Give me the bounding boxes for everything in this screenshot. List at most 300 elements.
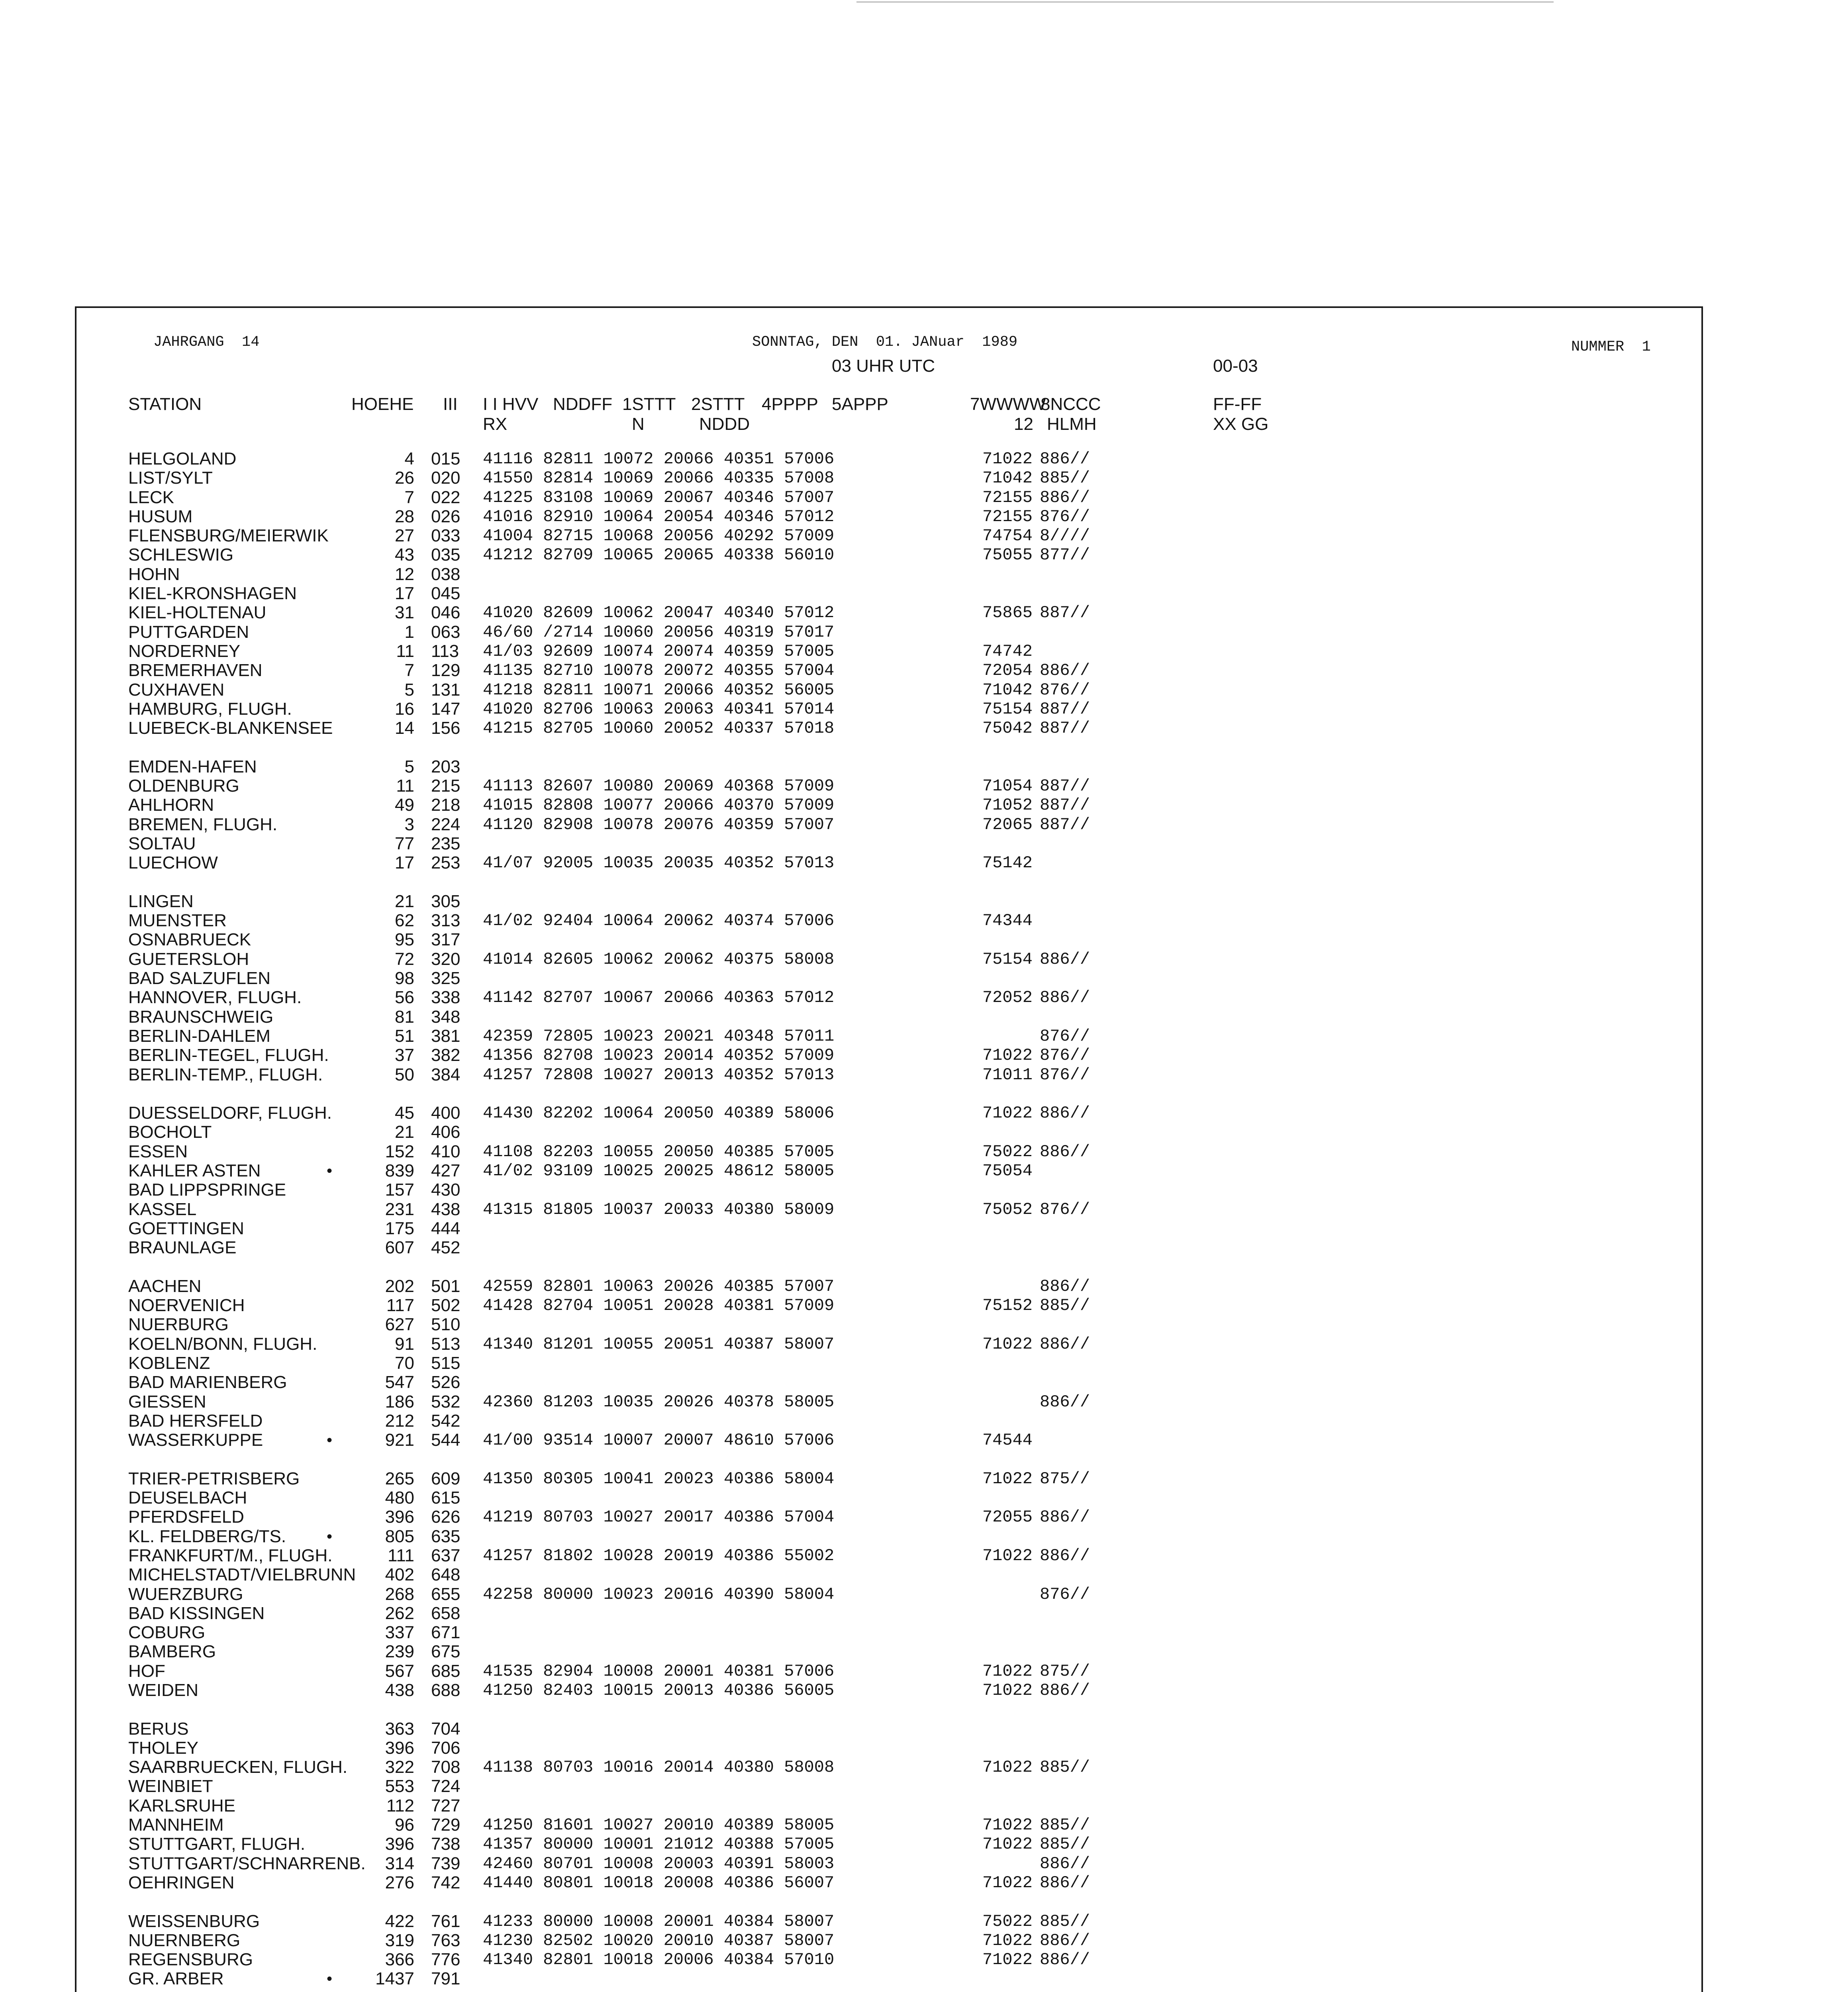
cloud-group: 885// bbox=[1040, 1296, 1090, 1316]
station-name: KAHLER ASTEN bbox=[128, 1161, 261, 1180]
cloud-group: 876// bbox=[1040, 1046, 1090, 1065]
cloud-group: 886// bbox=[1040, 1142, 1090, 1161]
mountain-station-marker: • bbox=[327, 1970, 333, 1988]
table-row bbox=[0, 1161, 1848, 1180]
station-id: 706 bbox=[431, 1738, 461, 1758]
synop-groups: 41535 82904 10008 20001 40381 57006 bbox=[483, 1661, 835, 1681]
station-name: KIEL-KRONSHAGEN bbox=[128, 584, 297, 604]
cloud-group: 885// bbox=[1040, 469, 1090, 488]
table-row bbox=[0, 1623, 1848, 1642]
table-row bbox=[0, 584, 1848, 603]
station-height: 337 bbox=[385, 1623, 414, 1643]
cloud-group: 886// bbox=[1040, 1508, 1090, 1527]
station-name: HANNOVER, FLUGH. bbox=[128, 988, 302, 1008]
table-row bbox=[0, 911, 1848, 930]
synop-groups: 41356 82708 10023 20014 40352 57009 bbox=[483, 1046, 835, 1065]
station-id: 685 bbox=[431, 1661, 461, 1681]
station-height: 186 bbox=[385, 1392, 414, 1412]
station-height: 268 bbox=[385, 1584, 414, 1604]
cloud-group: 885// bbox=[1040, 1758, 1090, 1777]
station-height: 28 bbox=[395, 506, 414, 526]
station-name: NUERNBERG bbox=[128, 1930, 241, 1950]
station-height: 402 bbox=[385, 1565, 414, 1585]
station-id: 235 bbox=[431, 833, 461, 853]
cloud-group: 886// bbox=[1040, 1334, 1090, 1354]
weather-group: 75142 bbox=[982, 853, 1033, 873]
synop-groups: 41250 81601 10027 20010 40389 58005 bbox=[483, 1816, 835, 1835]
station-id: 609 bbox=[431, 1469, 461, 1488]
station-id: 655 bbox=[431, 1584, 461, 1604]
weather-group: 75054 bbox=[982, 1161, 1033, 1180]
station-name: OSNABRUECK bbox=[128, 930, 251, 950]
station-height: 839 bbox=[385, 1161, 414, 1180]
weather-group: 71022 bbox=[982, 1931, 1033, 1950]
station-id: 218 bbox=[431, 795, 461, 815]
weather-group: 75042 bbox=[982, 719, 1033, 738]
station-height: 805 bbox=[385, 1526, 414, 1546]
station-name: HELGOLAND bbox=[128, 449, 237, 469]
synop-groups: 41340 81201 10055 20051 40387 58007 bbox=[483, 1334, 835, 1354]
station-height: 547 bbox=[385, 1372, 414, 1392]
station-height: 152 bbox=[385, 1141, 414, 1161]
cloud-group: 886// bbox=[1040, 988, 1090, 1008]
station-name: FRANKFURT/M., FLUGH. bbox=[128, 1545, 333, 1565]
weather-group: 75152 bbox=[982, 1296, 1033, 1316]
station-height: 21 bbox=[395, 891, 414, 911]
weather-group: 71022 bbox=[982, 1334, 1033, 1354]
report-number: NUMMER 1 bbox=[1571, 339, 1651, 355]
mountain-station-marker: • bbox=[327, 1162, 333, 1180]
synop-groups: 41225 83108 10069 20067 40346 57007 bbox=[483, 488, 835, 507]
station-height: 438 bbox=[385, 1680, 414, 1700]
synop-groups: 41/02 92404 10064 20062 40374 57006 bbox=[483, 911, 835, 931]
weather-group: 72155 bbox=[982, 507, 1033, 526]
table-row bbox=[0, 1431, 1848, 1450]
station-id: 438 bbox=[431, 1199, 461, 1219]
synop-groups: 42559 82801 10063 20026 40385 57007 bbox=[483, 1276, 835, 1296]
cloud-group: 886// bbox=[1040, 1104, 1090, 1123]
station-id: 452 bbox=[431, 1238, 461, 1258]
station-name: HAMBURG, FLUGH. bbox=[128, 699, 292, 719]
cloud-group: 886// bbox=[1040, 949, 1090, 969]
station-name: KASSEL bbox=[128, 1199, 197, 1219]
station-id: 430 bbox=[431, 1180, 461, 1200]
station-id: 381 bbox=[431, 1026, 461, 1046]
weather-group: 72065 bbox=[982, 815, 1033, 834]
cloud-group: 887// bbox=[1040, 603, 1090, 623]
station-height: 5 bbox=[404, 757, 414, 776]
col-ffff-sub: XX GG bbox=[1213, 414, 1269, 434]
station-id: 384 bbox=[431, 1065, 461, 1084]
station-height: 112 bbox=[386, 1796, 414, 1816]
weather-group: 71022 bbox=[982, 1546, 1033, 1565]
station-height: 567 bbox=[385, 1661, 414, 1681]
synop-groups: 41116 82811 10072 20066 40351 57006 bbox=[483, 449, 835, 469]
table-row bbox=[0, 1027, 1848, 1046]
table-row bbox=[0, 988, 1848, 1007]
col-8nccc: 8NCCC bbox=[1041, 394, 1101, 414]
weather-group: 71022 bbox=[982, 1873, 1033, 1892]
station-name: STUTTGART, FLUGH. bbox=[128, 1834, 306, 1854]
synop-groups: 41440 80801 10018 20008 40386 56007 bbox=[483, 1873, 835, 1892]
table-row bbox=[0, 1912, 1848, 1931]
station-name: BAD LIPPSPRINGE bbox=[128, 1180, 286, 1200]
col-5appp: 5APPP bbox=[832, 394, 888, 414]
cloud-group: 887// bbox=[1040, 719, 1090, 738]
station-height: 157 bbox=[385, 1180, 414, 1200]
station-id: 648 bbox=[431, 1565, 461, 1585]
cloud-group: 886// bbox=[1040, 1854, 1090, 1873]
table-row bbox=[0, 680, 1848, 700]
synop-groups: 41020 82609 10062 20047 40340 57012 bbox=[483, 603, 835, 623]
table-row bbox=[0, 1854, 1848, 1873]
weather-group: 72054 bbox=[982, 661, 1033, 680]
col-iii: III bbox=[443, 394, 458, 414]
synop-groups: 41113 82607 10080 20069 40368 57009 bbox=[483, 776, 835, 796]
station-height: 11 bbox=[396, 776, 414, 796]
table-row bbox=[0, 1123, 1848, 1142]
station-height: 117 bbox=[386, 1296, 414, 1316]
table-row bbox=[0, 1508, 1848, 1527]
synop-groups: 41233 80000 10008 20001 40384 58007 bbox=[483, 1912, 835, 1931]
station-name: BERLIN-TEGEL, FLUGH. bbox=[128, 1045, 329, 1065]
station-height: 96 bbox=[395, 1815, 414, 1835]
station-id: 224 bbox=[431, 814, 461, 834]
cloud-group: 886// bbox=[1040, 1931, 1090, 1950]
station-id: 427 bbox=[431, 1161, 461, 1180]
station-id: 113 bbox=[431, 641, 459, 661]
station-height: 262 bbox=[385, 1603, 414, 1623]
station-name: LIST/SYLT bbox=[128, 468, 213, 488]
station-id: 444 bbox=[431, 1218, 461, 1238]
col-2sttt-sub: NDDD bbox=[699, 414, 750, 434]
station-name: BAD HERSFELD bbox=[128, 1411, 263, 1431]
synop-groups: 41315 81805 10037 20033 40380 58009 bbox=[483, 1200, 835, 1219]
station-name: THOLEY bbox=[128, 1738, 199, 1758]
station-height: 72 bbox=[395, 949, 414, 969]
table-row bbox=[0, 1662, 1848, 1681]
station-height: 17 bbox=[395, 584, 414, 604]
station-name: DEUSELBACH bbox=[128, 1488, 247, 1508]
station-height: 81 bbox=[395, 1007, 414, 1027]
station-name: LUEBECK-BLANKENSEE bbox=[128, 718, 333, 738]
station-height: 91 bbox=[395, 1334, 414, 1354]
weather-group: 71022 bbox=[982, 1816, 1033, 1835]
cloud-group: 887// bbox=[1040, 815, 1090, 834]
table-row bbox=[0, 1238, 1848, 1257]
station-name: NORDERNEY bbox=[128, 641, 241, 661]
table-row bbox=[0, 1950, 1848, 1969]
station-id: 063 bbox=[431, 622, 461, 642]
station-name: WUERZBURG bbox=[128, 1584, 243, 1604]
cloud-group: 875// bbox=[1040, 1469, 1090, 1488]
station-id: 325 bbox=[431, 969, 461, 988]
cloud-group: 885// bbox=[1040, 1835, 1090, 1854]
weather-group: 74344 bbox=[982, 911, 1033, 931]
weather-group: 74544 bbox=[982, 1431, 1033, 1450]
cloud-group: 886// bbox=[1040, 449, 1090, 469]
station-height: 7 bbox=[404, 487, 414, 507]
station-name: LINGEN bbox=[128, 891, 194, 911]
station-name: HOF bbox=[128, 1661, 165, 1681]
weather-group: 75154 bbox=[982, 949, 1033, 969]
synop-groups: 42359 72805 10023 20021 40348 57011 bbox=[483, 1026, 835, 1046]
table-row bbox=[0, 757, 1848, 776]
station-name: HUSUM bbox=[128, 506, 193, 526]
table-row bbox=[0, 565, 1848, 584]
station-name: BREMERHAVEN bbox=[128, 661, 263, 680]
station-name: SAARBRUECKEN, FLUGH. bbox=[128, 1757, 348, 1777]
station-height: 51 bbox=[395, 1026, 414, 1046]
station-id: 791 bbox=[431, 1969, 461, 1989]
synop-groups: 41015 82808 10077 20066 40370 57009 bbox=[483, 796, 835, 815]
station-id: 738 bbox=[431, 1834, 461, 1854]
station-name: NUERBURG bbox=[128, 1315, 229, 1335]
station-name: REGENSBURG bbox=[128, 1950, 253, 1970]
synop-groups: 46/60 /2714 10060 20056 40319 57017 bbox=[483, 622, 835, 642]
weather-group: 75022 bbox=[982, 1142, 1033, 1161]
table-row bbox=[0, 1719, 1848, 1739]
station-id: 406 bbox=[431, 1122, 461, 1142]
station-height: 265 bbox=[385, 1469, 414, 1488]
station-id: 513 bbox=[431, 1334, 461, 1354]
station-name: STUTTGART/SCHNARRENB. bbox=[128, 1853, 366, 1873]
station-name: BAD MARIENBERG bbox=[128, 1372, 287, 1392]
station-height: 56 bbox=[395, 988, 414, 1008]
station-name: OEHRINGEN bbox=[128, 1872, 235, 1892]
table-row bbox=[0, 1200, 1848, 1219]
table-row bbox=[0, 1469, 1848, 1488]
table-row bbox=[0, 1816, 1848, 1835]
weather-group: 71022 bbox=[982, 449, 1033, 469]
synop-groups: 41219 80703 10027 20017 40386 57004 bbox=[483, 1508, 835, 1527]
station-name: MICHELSTADT/VIELBRUNN bbox=[128, 1565, 356, 1585]
station-id: 020 bbox=[431, 468, 461, 488]
station-id: 727 bbox=[431, 1796, 461, 1816]
table-row bbox=[0, 1315, 1848, 1334]
col-nddff: NDDFF bbox=[553, 394, 613, 414]
group-spacer bbox=[0, 738, 1848, 757]
table-row bbox=[0, 661, 1848, 680]
station-height: 49 bbox=[395, 795, 414, 815]
table-row bbox=[0, 1335, 1848, 1354]
jahrgang-label: JAHRGANG 14 bbox=[153, 334, 260, 351]
station-id: 035 bbox=[431, 545, 461, 565]
station-height: 363 bbox=[385, 1719, 414, 1739]
station-height: 111 bbox=[388, 1545, 414, 1565]
station-id: 526 bbox=[431, 1372, 461, 1392]
station-id: 026 bbox=[431, 506, 461, 526]
station-height: 77 bbox=[395, 833, 414, 853]
station-name: BERLIN-DAHLEM bbox=[128, 1026, 270, 1046]
synop-groups: 41014 82605 10062 20062 40375 58008 bbox=[483, 949, 835, 969]
cloud-group: 876// bbox=[1040, 1200, 1090, 1219]
station-name: SOLTAU bbox=[128, 833, 196, 853]
synop-groups: 41430 82202 10064 20050 40389 58006 bbox=[483, 1104, 835, 1123]
synop-groups: 41230 82502 10020 20010 40387 58007 bbox=[483, 1931, 835, 1950]
station-id: 215 bbox=[431, 776, 461, 796]
station-id: 675 bbox=[431, 1642, 461, 1662]
table-row bbox=[0, 1008, 1848, 1027]
station-height: 12 bbox=[395, 564, 414, 584]
synop-groups: 41/07 92005 10035 20035 40352 57013 bbox=[483, 853, 835, 873]
station-height: 396 bbox=[385, 1507, 414, 1527]
cloud-group: 876// bbox=[1040, 507, 1090, 526]
station-height: 27 bbox=[395, 526, 414, 546]
synop-groups: 42360 81203 10035 20026 40378 58005 bbox=[483, 1392, 835, 1412]
synop-groups: 41257 72808 10027 20013 40352 57013 bbox=[483, 1065, 835, 1084]
station-name: BAMBERG bbox=[128, 1642, 216, 1662]
group-spacer bbox=[0, 1892, 1848, 1912]
cloud-group: 886// bbox=[1040, 488, 1090, 507]
report-time: 03 UHR UTC bbox=[832, 356, 935, 376]
col-1sttt-sub: N bbox=[632, 414, 645, 434]
synop-groups: 41135 82710 10078 20072 40355 57004 bbox=[483, 661, 835, 680]
weather-group: 71022 bbox=[982, 1104, 1033, 1123]
table-row bbox=[0, 1392, 1848, 1412]
station-height: 45 bbox=[395, 1103, 414, 1123]
synop-groups: 41/03 92609 10074 20074 40359 57005 bbox=[483, 641, 835, 661]
cloud-group: 876// bbox=[1040, 1584, 1090, 1604]
station-id: 400 bbox=[431, 1103, 461, 1123]
weather-group: 75022 bbox=[982, 1912, 1033, 1931]
table-row bbox=[0, 796, 1848, 815]
cloud-group: 876// bbox=[1040, 680, 1090, 700]
station-id: 532 bbox=[431, 1392, 461, 1412]
cloud-group: 8//// bbox=[1040, 526, 1090, 546]
col-iihvv-sub: RX bbox=[483, 414, 508, 434]
station-name: KIEL-HOLTENAU bbox=[128, 603, 267, 623]
station-name: FLENSBURG/MEIERWIK bbox=[128, 526, 329, 546]
station-id: 320 bbox=[431, 949, 461, 969]
station-id: 410 bbox=[431, 1141, 461, 1161]
station-height: 14 bbox=[395, 718, 414, 738]
table-row bbox=[0, 1777, 1848, 1796]
station-id: 515 bbox=[431, 1353, 461, 1373]
station-height: 50 bbox=[395, 1065, 414, 1084]
station-height: 70 bbox=[395, 1353, 414, 1373]
station-height: 31 bbox=[395, 603, 414, 623]
station-id: 147 bbox=[431, 699, 461, 719]
time-range: 00-03 bbox=[1213, 356, 1258, 376]
station-height: 396 bbox=[385, 1738, 414, 1758]
table-row bbox=[0, 815, 1848, 834]
table-row bbox=[0, 1585, 1848, 1604]
station-name: KOELN/BONN, FLUGH. bbox=[128, 1334, 317, 1354]
weather-group: 71022 bbox=[982, 1469, 1033, 1488]
synop-groups: 41350 80305 10041 20023 40386 58004 bbox=[483, 1469, 835, 1488]
table-row bbox=[0, 1104, 1848, 1123]
weather-group: 74754 bbox=[982, 526, 1033, 546]
station-id: 313 bbox=[431, 911, 461, 931]
station-id: 658 bbox=[431, 1603, 461, 1623]
table-row bbox=[0, 1180, 1848, 1200]
station-name: COBURG bbox=[128, 1623, 206, 1643]
synop-groups: 41357 80000 10001 21012 40388 57005 bbox=[483, 1835, 835, 1854]
station-name: WEISSENBURG bbox=[128, 1911, 260, 1931]
station-name: EMDEN-HAFEN bbox=[128, 757, 257, 776]
station-id: 046 bbox=[431, 603, 461, 623]
station-id: 704 bbox=[431, 1719, 461, 1739]
station-name: BOCHOLT bbox=[128, 1122, 212, 1142]
weather-group: 74742 bbox=[982, 641, 1033, 661]
table-row bbox=[0, 1373, 1848, 1392]
station-name: BERUS bbox=[128, 1719, 189, 1739]
station-name: MANNHEIM bbox=[128, 1815, 224, 1835]
station-id: 022 bbox=[431, 487, 461, 507]
station-id: 156 bbox=[431, 718, 461, 738]
synop-groups: 41/02 93109 10025 20025 48612 58005 bbox=[483, 1161, 835, 1180]
table-row bbox=[0, 469, 1848, 488]
weather-group: 71022 bbox=[982, 1681, 1033, 1700]
station-id: 038 bbox=[431, 564, 461, 584]
synop-groups: 41340 82801 10018 20006 40384 57010 bbox=[483, 1950, 835, 1970]
weather-group: 71042 bbox=[982, 680, 1033, 700]
synop-groups: 41218 82811 10071 20066 40352 56005 bbox=[483, 680, 835, 700]
station-height: 37 bbox=[395, 1045, 414, 1065]
table-row bbox=[0, 1277, 1848, 1296]
col-8nccc-sub: HLMH bbox=[1047, 414, 1097, 434]
cloud-group: 887// bbox=[1040, 699, 1090, 719]
cloud-group: 887// bbox=[1040, 796, 1090, 815]
weather-group: 71022 bbox=[982, 1661, 1033, 1681]
station-id: 338 bbox=[431, 988, 461, 1008]
station-id: 033 bbox=[431, 526, 461, 546]
station-name: BERLIN-TEMP., FLUGH. bbox=[128, 1065, 323, 1084]
weather-group: 71052 bbox=[982, 796, 1033, 815]
station-id: 742 bbox=[431, 1872, 461, 1892]
station-height: 322 bbox=[385, 1757, 414, 1777]
table-row bbox=[0, 776, 1848, 796]
table-row bbox=[0, 892, 1848, 911]
table-row bbox=[0, 1354, 1848, 1373]
station-name: GUETERSLOH bbox=[128, 949, 249, 969]
station-name: CUXHAVEN bbox=[128, 680, 225, 700]
station-id: 688 bbox=[431, 1680, 461, 1700]
station-height: 276 bbox=[385, 1872, 414, 1892]
station-name: ESSEN bbox=[128, 1141, 188, 1161]
station-height: 239 bbox=[385, 1642, 414, 1662]
col-iihvv: I I HVV bbox=[483, 394, 539, 414]
station-name: HOHN bbox=[128, 564, 180, 584]
group-spacer bbox=[0, 873, 1848, 892]
station-height: 4 bbox=[404, 449, 414, 469]
station-name: WEIDEN bbox=[128, 1680, 198, 1700]
station-id: 317 bbox=[431, 930, 461, 950]
station-id: 305 bbox=[431, 891, 461, 911]
station-id: 045 bbox=[431, 584, 461, 604]
table-row bbox=[0, 1565, 1848, 1584]
col-ffff: FF-FF bbox=[1213, 394, 1262, 414]
station-name: DUESSELDORF, FLUGH. bbox=[128, 1103, 332, 1123]
table-row bbox=[0, 526, 1848, 545]
station-name: TRIER-PETRISBERG bbox=[128, 1469, 300, 1488]
group-spacer bbox=[0, 1257, 1848, 1276]
weather-group: 71022 bbox=[982, 1046, 1033, 1065]
station-height: 396 bbox=[385, 1834, 414, 1854]
station-height: 212 bbox=[385, 1411, 414, 1431]
table-row bbox=[0, 507, 1848, 526]
station-id: 626 bbox=[431, 1507, 461, 1527]
synop-groups: 41120 82908 10078 20076 40359 57007 bbox=[483, 815, 835, 834]
station-name: WASSERKUPPE bbox=[128, 1430, 263, 1450]
station-name: KOBLENZ bbox=[128, 1353, 210, 1373]
station-height: 95 bbox=[395, 930, 414, 950]
cloud-group: 887// bbox=[1040, 776, 1090, 796]
station-id: 501 bbox=[431, 1276, 461, 1296]
synop-groups: 41215 82705 10060 20052 40337 57018 bbox=[483, 719, 835, 738]
mountain-station-marker: • bbox=[327, 1431, 333, 1449]
